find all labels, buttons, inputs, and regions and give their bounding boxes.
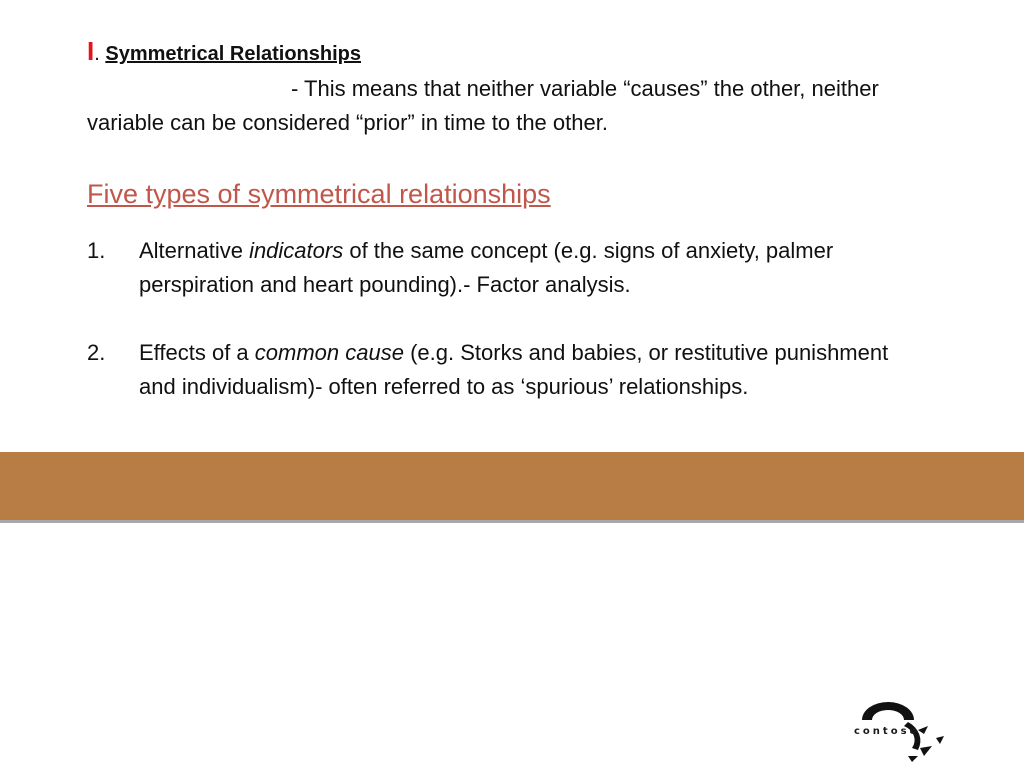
intro-text: - This means that neither variable “causes” the other, neither variable can be considered “prior” in time to the other.	[87, 76, 879, 135]
list-item-text-rest: (e.g. Storks and babies, or restitutive punishment and individualism)- often referred to as ‘spurious’ relationships.	[139, 340, 889, 399]
heading-separator: .	[94, 43, 100, 65]
slide-content	[87, 36, 917, 438]
decorative-band-line	[0, 520, 1024, 523]
contoso-logo	[848, 700, 948, 764]
list-item-text-rest: of the same concept (e.g. signs of anxiety, palmer perspiration and heart pounding).- Factor analysis.	[139, 238, 834, 297]
list-item	[87, 336, 917, 404]
section-title: Five types of symmetrical relationships	[87, 179, 551, 209]
roman-numeral: I	[87, 36, 95, 66]
slide-heading	[87, 36, 917, 66]
list-item-emphasis: common cause	[254, 340, 404, 365]
list-item-number: 2.	[87, 340, 106, 365]
types-list	[87, 234, 917, 404]
heading-title: Symmetrical Relationships	[105, 43, 362, 65]
list-item-text: Alternative	[139, 238, 250, 263]
list-item-number: 1.	[87, 238, 106, 263]
logo-wordmark: contoso	[854, 726, 920, 737]
list-item-emphasis: indicators	[249, 238, 344, 263]
decorative-band	[0, 452, 1024, 520]
list-item	[87, 234, 917, 302]
list-item-text: Effects of a	[139, 340, 255, 365]
